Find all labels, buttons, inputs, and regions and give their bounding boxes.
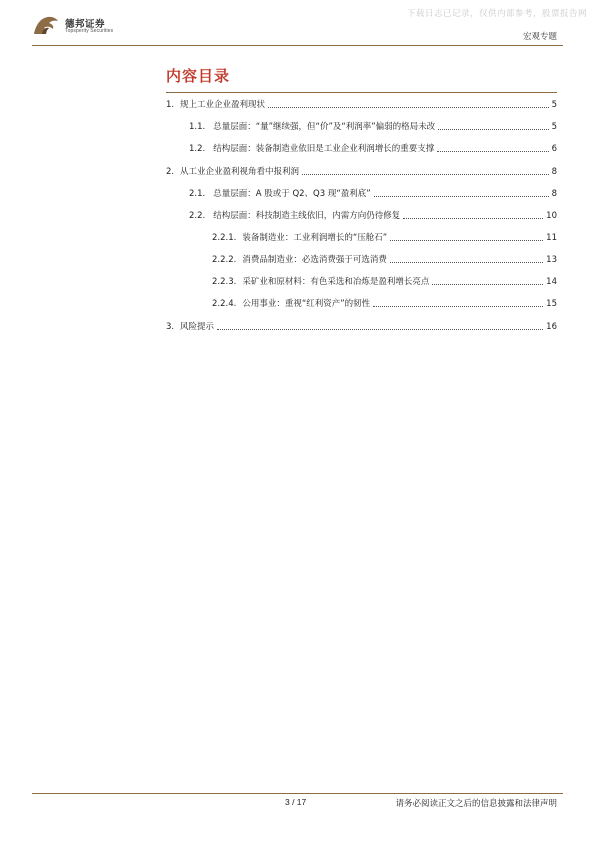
toc-entry[interactable]: 2. 从工业企业盈利视角看中报利润 8 — [166, 167, 557, 177]
toc-entry-text: 公用事业：重视“红利资产”的韧性 — [242, 299, 371, 309]
toc-entry[interactable] — [212, 253, 557, 265]
toc-entry-page: 5 — [551, 122, 557, 132]
toc-dot-leader — [268, 107, 549, 108]
toc-entry[interactable]: 1. 规上工业企业盈利现状 5 — [166, 100, 557, 110]
toc-entry[interactable]: 3. 风险提示 16 — [166, 322, 557, 332]
page-number: 3 / 17 — [285, 797, 307, 807]
toc-entry-number: 2.2.3. — [212, 277, 237, 287]
toc-title-divider — [166, 92, 557, 93]
watermark-text: 下载日志已记录，仅供内部参考，股票报告网 — [406, 9, 587, 19]
toc-entry-text: 总量层面：“量”继续强，但“价”及“利润率”偏弱的格局未改 — [213, 122, 436, 132]
toc-entry-number: 2.2.1. — [212, 233, 237, 243]
toc-dot-leader — [403, 218, 543, 219]
toc-dot-leader — [374, 196, 549, 197]
toc-entry-text: 结构层面：装备制造业依旧是工业企业利润增长的重要支撑 — [213, 144, 435, 154]
toc-entry-page: 16 — [546, 322, 557, 332]
toc-dot-leader — [390, 262, 543, 263]
toc-entry-number: 2.2. — [189, 211, 206, 221]
toc-entry[interactable] — [189, 120, 557, 132]
toc-entry-page: 5 — [551, 100, 557, 110]
document-type: 宏观专题 — [522, 32, 557, 42]
toc-title: 内容目录 — [166, 67, 231, 85]
toc-entry-number: 2.2.2. — [212, 255, 237, 265]
logo-english-name: Topsperity Securities — [65, 28, 114, 34]
toc-entry-number: 2.1. — [189, 189, 206, 199]
toc-entry-text: 从工业企业盈利视角看中报利润 — [180, 167, 300, 177]
toc-dot-leader — [373, 306, 543, 307]
toc-entry-page: 14 — [546, 277, 557, 287]
toc-entry-text: 规上工业企业盈利现状 — [180, 100, 266, 110]
toc-entry[interactable] — [189, 209, 557, 221]
toc-dot-leader — [437, 151, 548, 152]
toc-entry[interactable] — [212, 275, 557, 287]
legal-disclaimer: 请务必阅读正文之后的信息披露和法律声明 — [395, 799, 557, 809]
toc-entry-page: 8 — [551, 167, 557, 177]
header-divider — [32, 45, 563, 46]
toc-entry-page: 13 — [546, 255, 557, 265]
toc-entry-number: 2.2.4. — [212, 299, 237, 309]
toc-dot-leader — [390, 240, 543, 241]
toc-entry-text: 结构层面：科技制造主线依旧，内需方向仍待修复 — [213, 211, 401, 221]
toc-entry-text: 装备制造业：工业利润增长的“压舱石” — [242, 233, 388, 243]
toc-dot-leader — [302, 174, 549, 175]
toc-entry[interactable] — [189, 142, 557, 154]
toc-dot-leader — [438, 129, 548, 130]
toc-entry-page: 8 — [551, 189, 557, 199]
toc-entry-number: 1.1. — [189, 122, 206, 132]
toc-entry-text: 采矿业和原材料：有色采选和冶炼是盈利增长亮点 — [242, 277, 430, 287]
toc-entry[interactable] — [212, 297, 557, 309]
toc-entry-page: 15 — [546, 299, 557, 309]
footer-divider — [32, 793, 563, 794]
toc-dot-leader — [217, 329, 543, 330]
dragon-logo-icon — [32, 14, 60, 36]
logo-chinese-name: 德邦证券 — [65, 19, 106, 30]
toc-dot-leader — [432, 284, 543, 285]
toc-entry[interactable] — [212, 231, 557, 243]
toc-entry-text: 风险提示 — [180, 322, 215, 332]
toc-entry-number: 1.2. — [189, 144, 206, 154]
toc-entry[interactable] — [189, 187, 557, 199]
toc-entry-page: 6 — [551, 144, 557, 154]
toc-entry-page: 10 — [546, 211, 557, 221]
toc-entry-text: 消费品制造业：必选消费强于可选消费 — [242, 255, 387, 265]
company-logo — [32, 14, 142, 36]
toc-entry-page: 11 — [546, 233, 557, 243]
toc-entry-text: 总量层面：A 股或于 Q2、Q3 现“盈利底” — [213, 189, 371, 199]
